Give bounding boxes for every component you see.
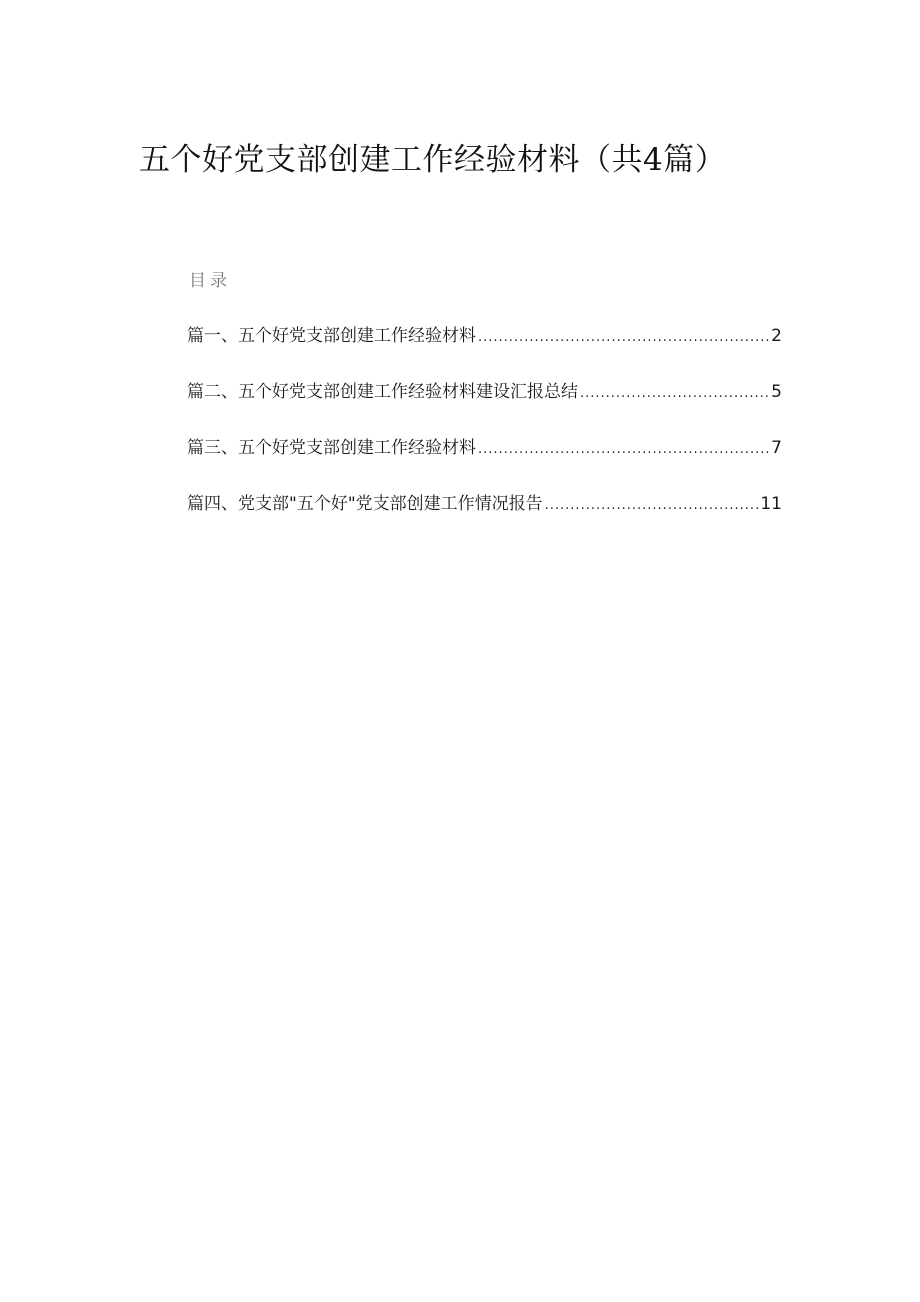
toc-entry[interactable] (187, 378, 782, 406)
toc-dot-leader (580, 380, 769, 408)
toc-entry-label: 篇二、五个好党支部创建工作经验材料建设汇报总结 (187, 382, 578, 402)
toc-dot-leader (478, 436, 769, 464)
table-of-contents (187, 322, 782, 546)
toc-entry-page: 11 (760, 494, 782, 514)
document-title: 五个好党支部创建工作经验材料（共4篇） (139, 142, 727, 178)
toc-entry[interactable] (187, 490, 782, 518)
toc-entry-page: 5 (771, 382, 782, 402)
toc-entry-label: 篇四、党支部"五个好"党支部创建工作情况报告 (187, 494, 543, 514)
toc-heading: 目录 (189, 271, 231, 291)
toc-entry[interactable] (187, 434, 782, 462)
toc-entry-label: 篇一、五个好党支部创建工作经验材料 (187, 326, 476, 346)
toc-entry-page: 2 (771, 326, 782, 346)
toc-dot-leader (545, 492, 759, 520)
toc-entry-page: 7 (771, 438, 782, 458)
toc-entry[interactable] (187, 322, 782, 350)
toc-dot-leader (478, 324, 769, 352)
toc-entry-label: 篇三、五个好党支部创建工作经验材料 (187, 438, 476, 458)
